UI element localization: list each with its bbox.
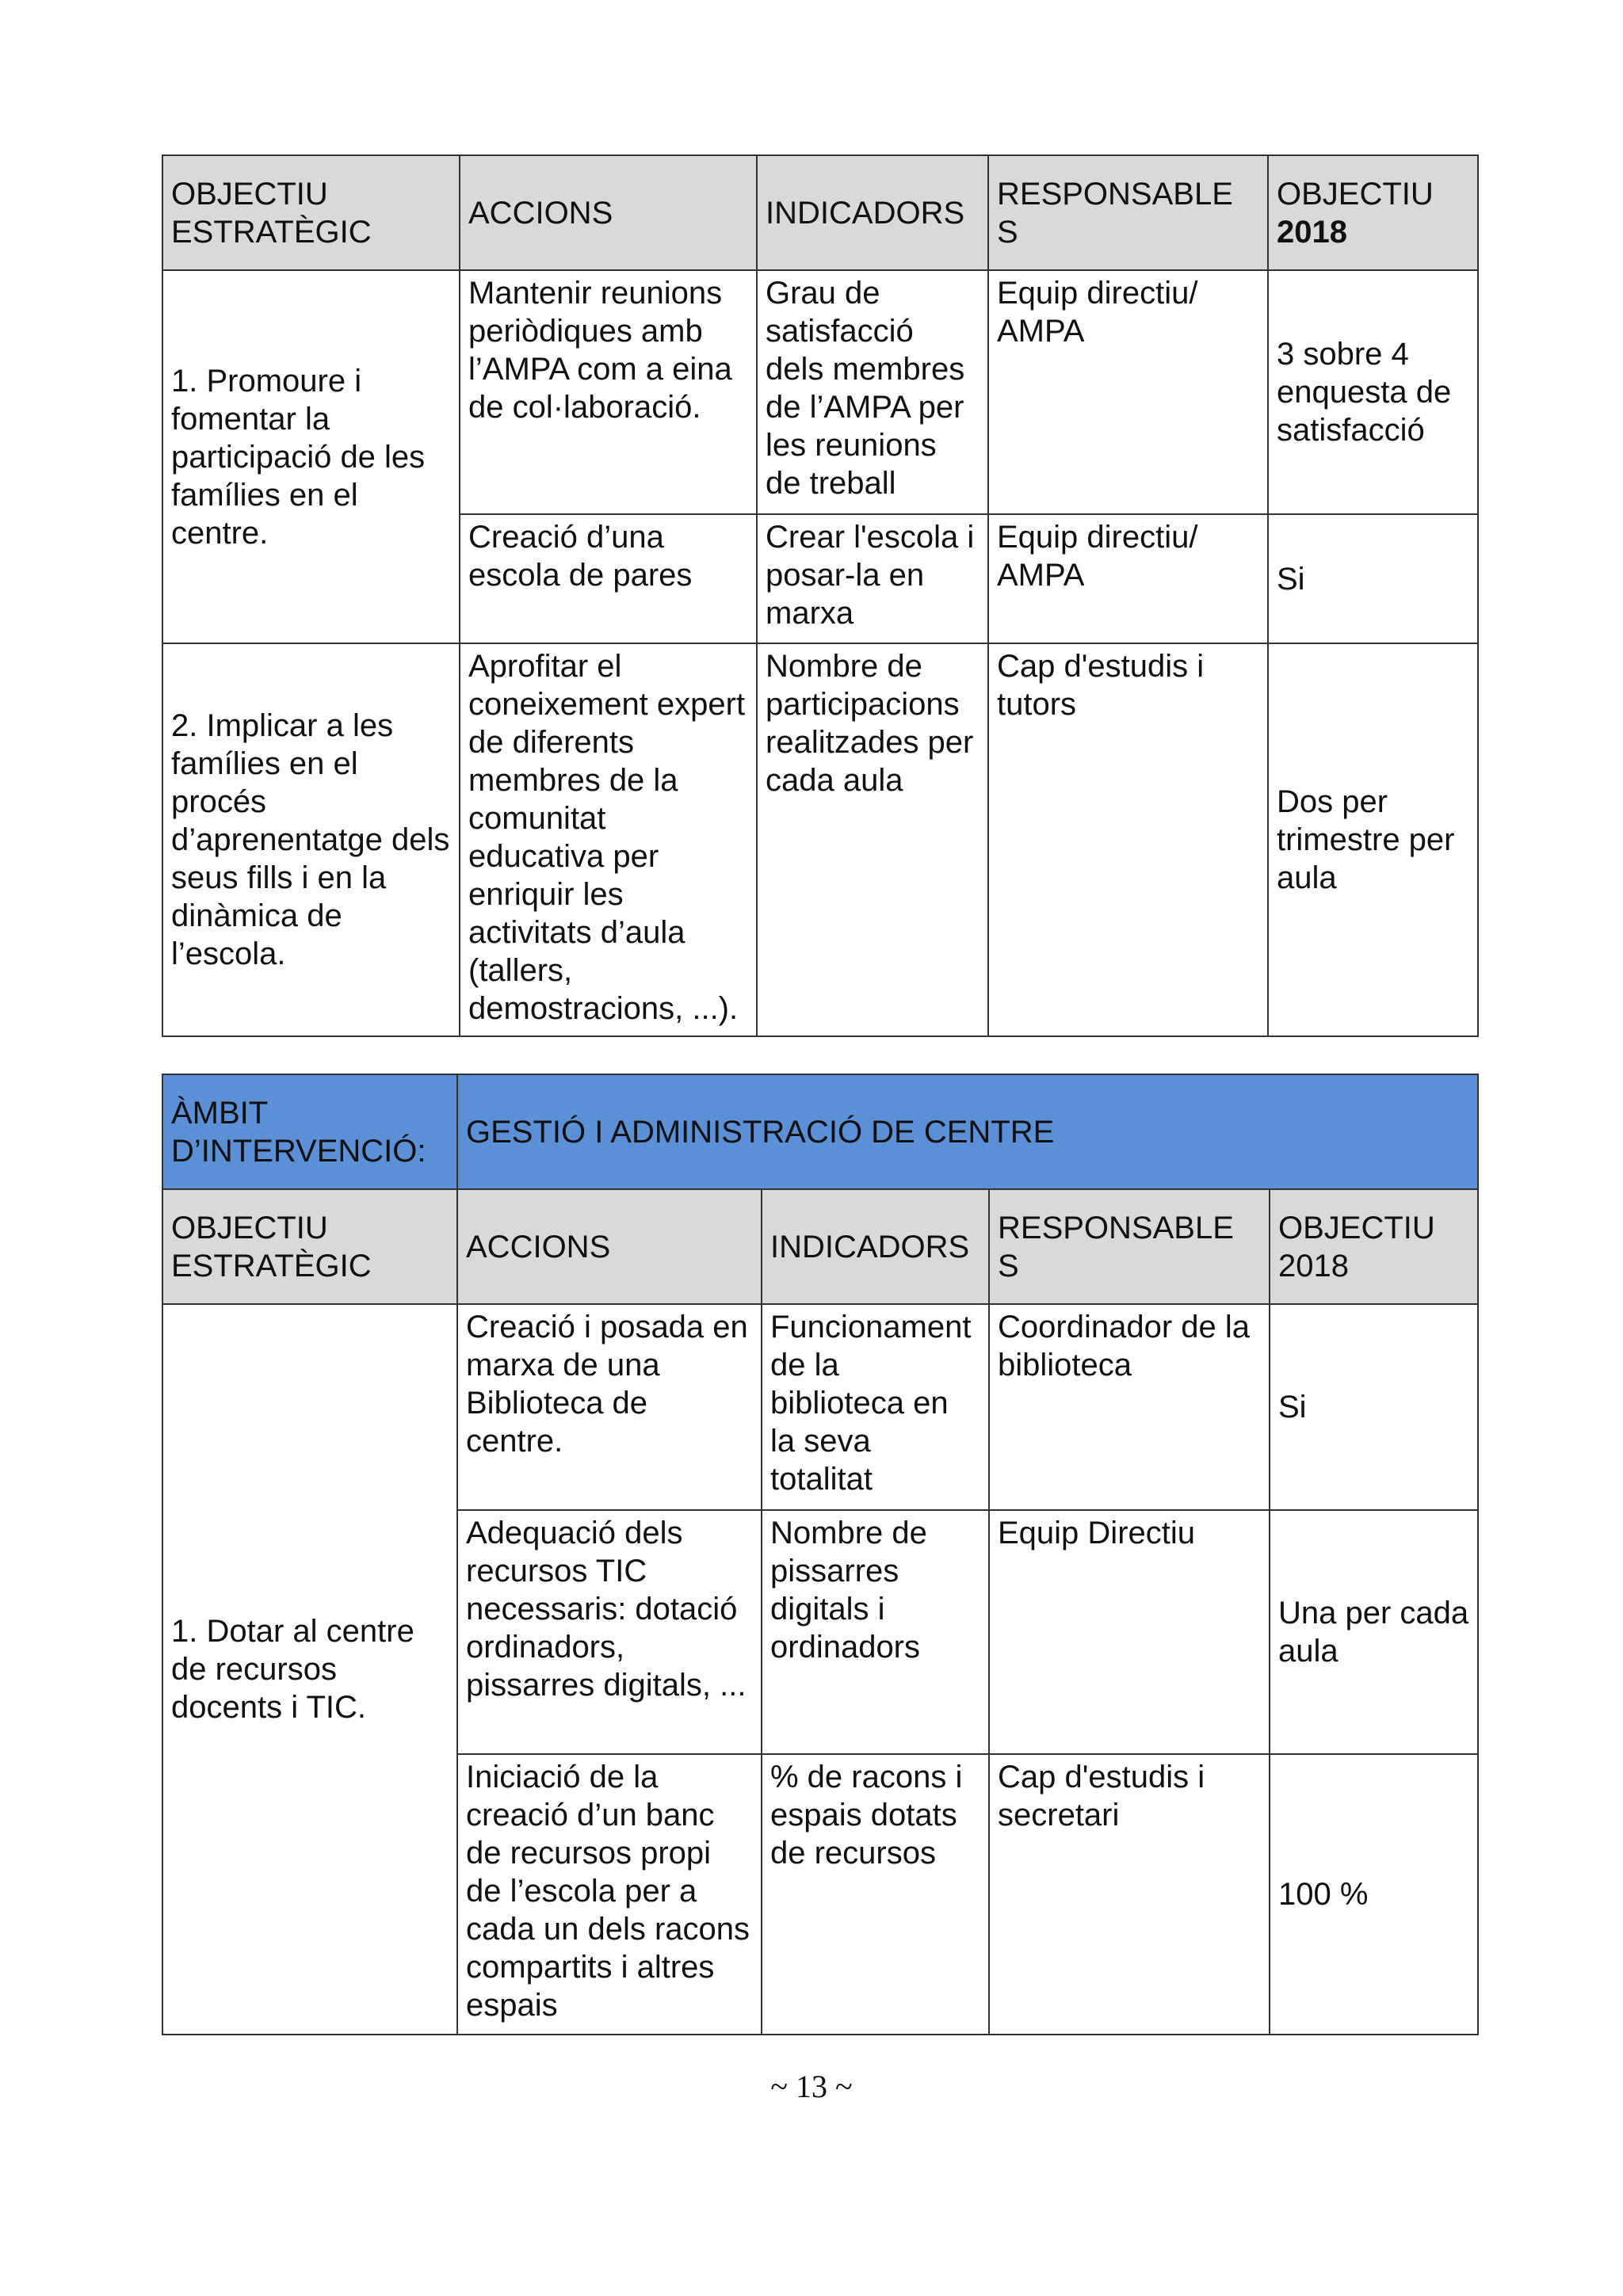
accions-cell: Creació d’una escola de pares — [460, 514, 757, 643]
objectiu-2018-cell: 100 % — [1270, 1754, 1478, 2035]
table-row — [162, 643, 1478, 1036]
responsables-cell: Coordinador de la biblioteca — [989, 1304, 1270, 1510]
indicadors-cell: Funcionament de la biblioteca en la seva totalitat — [762, 1304, 989, 1510]
header-accions: ACCIONS — [457, 1189, 762, 1304]
indicadors-cell: Nombre de participacions realitzades per cada aula — [757, 643, 988, 1036]
objectiu-cell: 1. Promoure i fomentar la participació de les famílies en el centre. — [162, 270, 460, 643]
objectiu-cell: 1. Dotar al centre de recursos docents i TIC. — [162, 1304, 457, 2035]
table-header-row — [162, 1189, 1478, 1304]
responsables-cell: Cap d'estudis i secretari — [989, 1754, 1270, 2035]
accions-cell: Mantenir reunions periòdiques amb l’AMPA com a eina de col·laboració. — [460, 270, 757, 514]
responsables-cell: Equip directiu/ AMPA — [988, 514, 1268, 643]
header-objectiu-2018-year: 2018 — [1277, 214, 1347, 250]
responsables-cell: Equip Directiu — [989, 1510, 1270, 1754]
accions-cell: Adequació dels recursos TIC necessaris: dotació ordinadors, pissarres digitals, ... — [457, 1510, 762, 1754]
header-responsables: RESPONSABLE S — [989, 1189, 1270, 1304]
objectiu-2018-cell: Dos per trimestre per aula — [1268, 643, 1478, 1036]
objectives-table-2 — [162, 1074, 1479, 2035]
objectives-table-1 — [162, 154, 1479, 1037]
objectiu-cell: 2. Implicar a les famílies en el procés d’aprenentatge dels seus fills i en la dinàmica de l’escola. — [162, 643, 460, 1036]
accions-cell: Aprofitar el coneixement expert de diferents membres de la comunitat educativa per enriquir les activitats d’aula (tallers, demostracions, ...). — [460, 643, 757, 1036]
objectiu-2018-cell: Si — [1270, 1304, 1478, 1510]
header-objectiu-2018: OBJECTIU 2018 — [1270, 1189, 1478, 1304]
responsables-cell: Equip directiu/ AMPA — [988, 270, 1268, 514]
indicadors-cell: Nombre de pissarres digitals i ordinadors — [762, 1510, 989, 1754]
accions-cell: Iniciació de la creació d’un banc de recursos propi de l’escola per a cada un dels racons compartits i altres espais — [457, 1754, 762, 2035]
page-number: ~ 13 ~ — [770, 2069, 853, 2104]
table-header-row — [162, 155, 1478, 270]
header-objectiu-estrategic: OBJECTIU ESTRATÈGIC — [162, 155, 460, 270]
ambit-label: ÀMBIT D’INTERVENCIÓ: — [162, 1074, 457, 1189]
table-row — [162, 270, 1478, 514]
responsables-cell: Cap d'estudis i tutors — [988, 643, 1268, 1036]
objectiu-2018-cell: 3 sobre 4 enquesta de satisfacció — [1268, 270, 1478, 514]
header-objectiu-2018 — [1268, 155, 1478, 270]
table-row — [162, 1304, 1478, 1510]
header-indicadors: INDICADORS — [757, 155, 988, 270]
ambit-value: GESTIÓ I ADMINISTRACIÓ DE CENTRE — [457, 1074, 1478, 1189]
objectiu-2018-cell: Una per cada aula — [1270, 1510, 1478, 1754]
indicadors-cell: % de racons i espais dotats de recursos — [762, 1754, 989, 2035]
objectiu-2018-cell: Si — [1268, 514, 1478, 643]
accions-cell: Creació i posada en marxa de una Biblioteca de centre. — [457, 1304, 762, 1510]
header-accions: ACCIONS — [460, 155, 757, 270]
header-responsables: RESPONSABLE S — [988, 155, 1268, 270]
header-objectiu-estrategic: OBJECTIU ESTRATÈGIC — [162, 1189, 457, 1304]
ambit-row — [162, 1074, 1478, 1189]
header-objectiu-2018-label: OBJECTIU — [1277, 176, 1434, 212]
header-indicadors: INDICADORS — [762, 1189, 989, 1304]
indicadors-cell: Grau de satisfacció dels membres de l’AMPA per les reunions de treball — [757, 270, 988, 514]
indicadors-cell: Crear l'escola i posar-la en marxa — [757, 514, 988, 643]
